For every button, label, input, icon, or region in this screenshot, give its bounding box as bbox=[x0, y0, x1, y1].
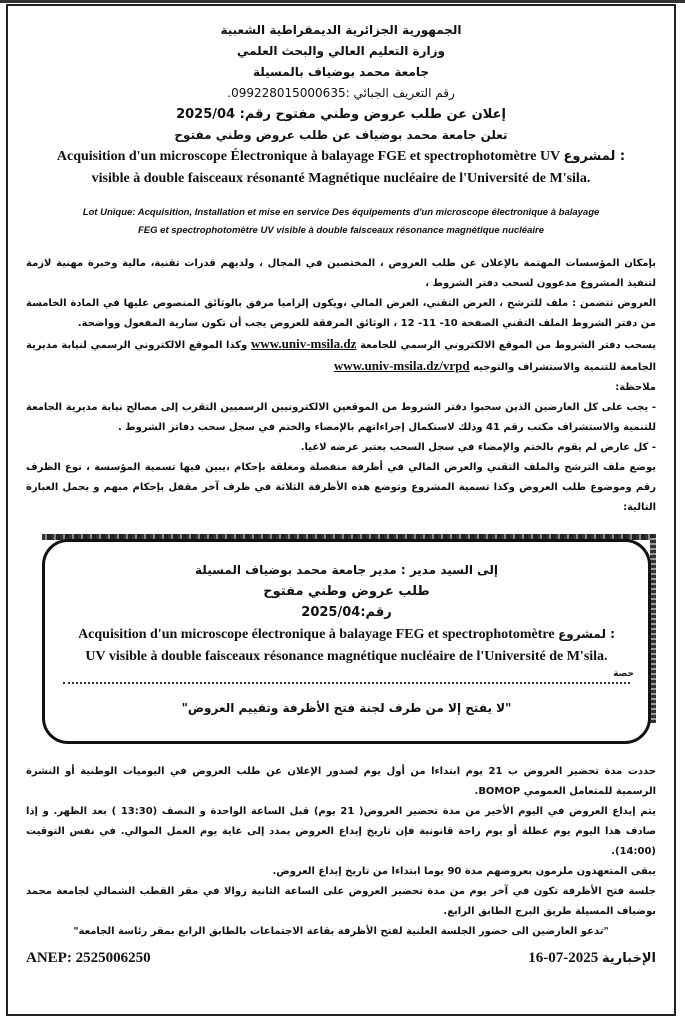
project-title-text: Acquisition d'un microscope Électronique à balayage FGE et spectrophotomètre UV bbox=[56, 149, 560, 164]
note-label: ملاحظة: bbox=[615, 382, 656, 393]
envelope-project-label: لمشروع : bbox=[558, 627, 615, 641]
offer-contents-paragraph: العروض تتضمن : ملف للترشح ، العرض التقني، العرض المالي ،ويكون إلزاميا مرفق بالوثائق المنصوص عليها في المادة الخامسة من دفتر الشروط الملف التقني الصفحة 10- 11- 12 ، الوثائق المرفقة للعروض يجب أن تكون سارية المفعول وواضحة. bbox=[26, 298, 656, 329]
eligibility-paragraph: بإمكان المؤسسات المهتمة بالإعلان عن طلب العروض ، المختصين في المجال ، ولديهم قدرات تقنية، مالية وخبرة مهنية لازمة لتنفيذ المشروع مدعوون لسحب دفتر الشروط ، bbox=[26, 258, 656, 289]
envelope-recipient: إلى السيد مدير : مدير جامعة محمد بوضياف المسيلة bbox=[195, 563, 498, 577]
publication-date: 2025-07-16 bbox=[528, 950, 599, 966]
conditions-body bbox=[26, 254, 656, 518]
download-text: يسحب دفتر الشروط من الموقع الالكتروني الرسمي للجامعة bbox=[360, 340, 656, 351]
publication-info bbox=[528, 948, 656, 969]
envelope-lot-label: حصة bbox=[613, 669, 634, 679]
closing-body bbox=[26, 762, 656, 942]
footer-row bbox=[26, 948, 656, 969]
lot-line1: Lot Unique: Acquisition, Installation et mise en service Des équipements d'un microscope électronique à balayage bbox=[82, 207, 600, 218]
project-label: لمشروع : bbox=[563, 149, 626, 164]
invitation: "تدعو العارضين الى حضور الجلسة العلنية لفتح الأظرفة بقاعة الاجتماعات بالطابق الرابع بمقر رئاسة الجامعة" bbox=[73, 926, 609, 937]
top-rule bbox=[0, 0, 685, 3]
envelope-project-line1 bbox=[59, 623, 634, 646]
submission-deadline: يتم إيداع العروض في اليوم الأخير من مدة تحضير العروض( 21 يوم) قبل الساعة الواحدة و النصف (13:30 ) بعد الظهر. و إذا صادف هذا اليوم يوم عطلة أو يوم راحة قانونية فإن تاريخ إيداع العروض يمدد إلى غاية يوم العمل الموالي. في نفس التوقيت (14:00). bbox=[26, 806, 656, 857]
university-website-link[interactable]: www.univ-msila.dz bbox=[250, 336, 357, 351]
project-title-line2: visible à double faisceaux résonanté Magnétique nucléaire de l'Université de M'sila. bbox=[91, 171, 591, 186]
announcement-frame bbox=[6, 4, 676, 1016]
dotted-fill-line bbox=[63, 682, 630, 684]
envelope-instructions: يوضع ملف الترشح والملف التقني والعرض المالي في أظرفة منفصلة ومغلقة بإحكام ،يبين فيها تسمية المؤسسة ، نوع الظرف رقم وموضوع طلب العروض وكذا تسمية المشروع وتوضع هذه الأظرفة الثلاثة في ظرف آخر مقفل بإحكام مبهم و يحمل العبارة التالية: bbox=[26, 462, 656, 513]
envelope-box-shadow bbox=[42, 534, 656, 744]
lot-line2: FEG et spectrophotomètre UV visible à double faisceaux résonance magnétique nucléaire bbox=[138, 225, 544, 236]
anep-number: ANEP: 2525006250 bbox=[26, 950, 151, 966]
tax-id: رقم التعريف الجبائي :099228015000635. bbox=[227, 86, 455, 100]
download-text-2: وكذا الموقع الالكتروني الرسمي لنيابة مديرية الجامعة للتنمية والاستشراف والتوجيه bbox=[26, 340, 656, 373]
ministry-heading: وزارة التعليم العالي والبحث العلمي bbox=[236, 44, 446, 58]
validity-period: يبقى المتعهدون ملزمون بعروضهم مدة 90 يوما ابتداءا من تاريخ إيداع العروض. bbox=[272, 866, 656, 877]
note-2: - كل عارض لم يقوم بالختم والإمضاء في سجل السحب يعتبر عرضه لاغيا. bbox=[300, 442, 656, 453]
note-1: - يجب على كل العارضين الذين سحبوا دفتر الشروط من الموقعين الالكترونيين الرسميين التقرب إلى مصالح نيابة مديرية الجامعة للتنمية والاستشراف مكتب رقم 41 وذلك لاستكمال إجراءاتهم بالإمضاء والختم في سجل سحب دفاتر الشروط . bbox=[26, 402, 656, 433]
newspaper-name: الإخبارية bbox=[602, 951, 656, 966]
university-heading: جامعة محمد بوضياف بالمسيلة bbox=[252, 65, 430, 79]
download-paragraph bbox=[26, 334, 656, 378]
preparation-period: حددت مدة تحضير العروض ب 21 يوم ابتداءا من أول يوم لصدور الإعلان عن طلب العروض في اليوميات الوطنية أو النشرة الرسمية للمتعامل العمومي BOMOP. bbox=[26, 766, 657, 797]
project-title-line1 bbox=[26, 146, 656, 168]
announcement-title: إعلان عن طلب عروض وطني مفتوح رقم: 2025/04 bbox=[176, 107, 506, 122]
envelope-project-text: Acquisition d'un microscope électronique à balayage FEG et spectrophotomètre bbox=[78, 627, 555, 642]
envelope-number: رقم:2025/04 bbox=[301, 605, 392, 620]
opening-session: جلسة فتح الأظرفة تكون في آخر يوم من مدة تحضير العروض على الساعة الثانية زوالا في مقر القطب الشمالي لجامعة محمد بوضياف المسيلة طريق البرج الطابق الرابع. bbox=[26, 886, 656, 917]
envelope-quote: "لا يفتح إلا من طرف لجنة فتح الأظرفة وتقييم العروض" bbox=[181, 701, 512, 715]
envelope-project-line2: UV visible à double faisceaux résonance magnétique nucléaire de l'Université de M'sila. bbox=[85, 649, 608, 664]
vrpd-website-link[interactable]: www.univ-msila.dz/vrpd bbox=[333, 358, 470, 373]
envelope-title: طلب عروض وطني مفتوح bbox=[263, 584, 430, 599]
announcement-intro: تعلن جامعة محمد بوضياف عن طلب عروض وطني مفتوح bbox=[174, 128, 508, 142]
republic-heading: الجمهورية الجزائرية الديمقراطية الشعبية bbox=[220, 23, 462, 37]
envelope-label-box bbox=[42, 539, 651, 744]
